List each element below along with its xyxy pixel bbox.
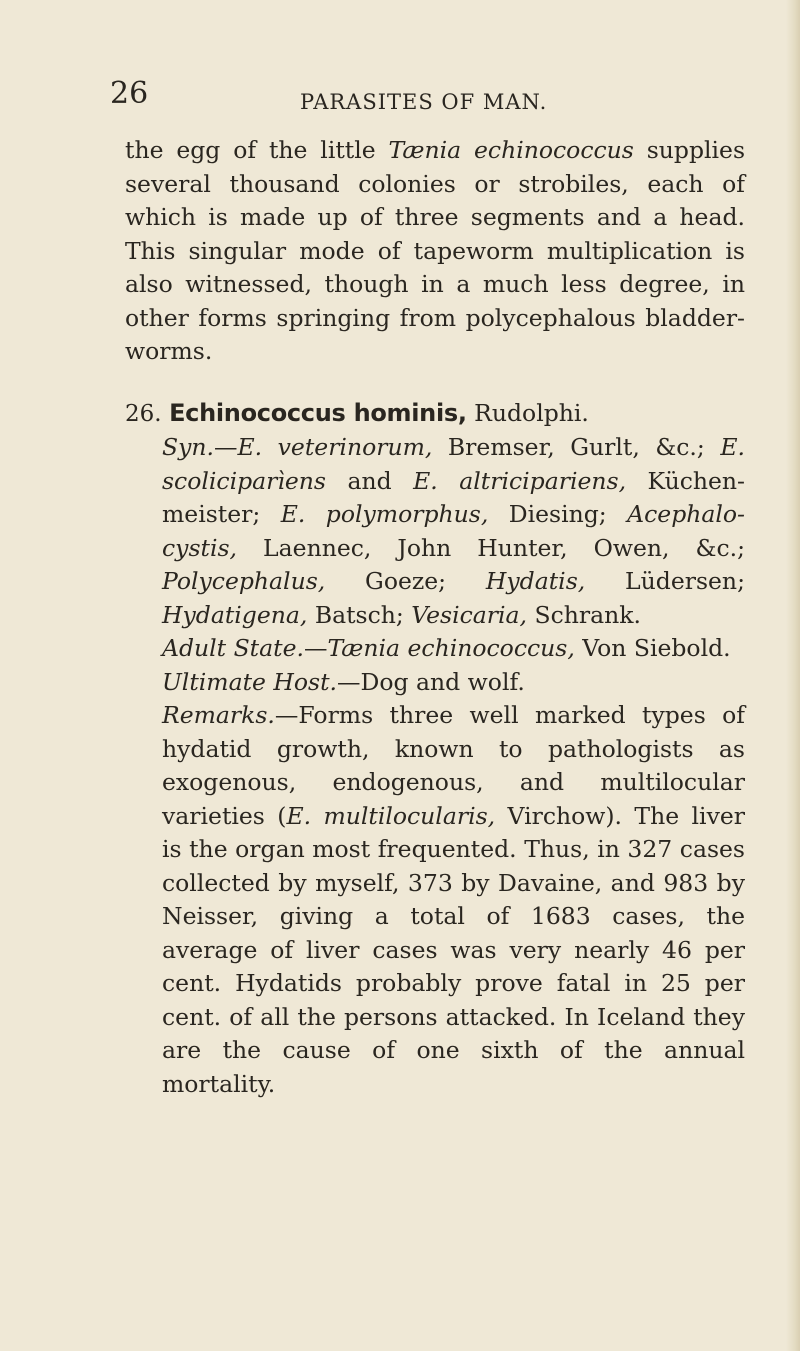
host-label: Ultimate Host. (162, 667, 338, 696)
page-header (110, 76, 730, 116)
body-text (125, 134, 745, 1101)
remarks-paragraph: Remarks.—Forms three well marked types of hydatid growth, known to pathologists as exogenous, endogenous, and multilocular varieties (E. multilocularis, Virchow). The liver is the organ most frequented. Thus, in 327 cases collected by myself, 373 by Davaine, and 983 by Neisser, giving a total of 1683 cases, the average of liver cases was very nearly 46 per cent. Hydatids probably prove fatal in 25 per cent. of all the persons attacked. In Iceland they are the cause of one sixth of the annual mortality. (162, 701, 745, 1098)
remarks-label: Remarks. (162, 701, 275, 729)
entry-number: 26. (125, 400, 162, 427)
species-name: Tænia echinococcus (388, 136, 634, 164)
adult-state-line: Adult State.—Tænia echinococcus, Von Siebold. (162, 634, 731, 662)
entry-name: Echinococcus hominis, (169, 398, 467, 427)
page-number: 26 (110, 76, 149, 111)
synonyms-paragraph: Syn.—E. veterinorum, Bremser, Gurlt, &c.; E. scoliciparìens and E. altricipariens, Küchen-meister; E. polymorphus, Diesing; Acephalo-cystis, Laennec, John Hunter, Owen, &c.; Polycephalus, Goeze; Hydatis, Lüdersen; Hydatigena, Batsch; Vesicaria, Schrank. (162, 433, 745, 629)
syn-label: Syn. (162, 433, 214, 461)
running-head: PARASITES OF MAN. (300, 90, 548, 114)
adult-label: Adult State. (162, 634, 304, 662)
entry-author: Rudolphi. (466, 398, 589, 427)
entry-heading (125, 397, 745, 432)
page-edge-shadow (786, 0, 800, 1351)
intro-paragraph: the egg of the little Tænia echinococcus supplies several thousand colonies or strobiles, each of which is made up of three segments and a head. This singular mode of tapeworm multiplication is also witnessed, though in a much less degree, in other forms springing from polycephalous bladder-worms. (125, 136, 745, 365)
host-line: Ultimate Host.—Dog and wolf. (162, 667, 525, 696)
